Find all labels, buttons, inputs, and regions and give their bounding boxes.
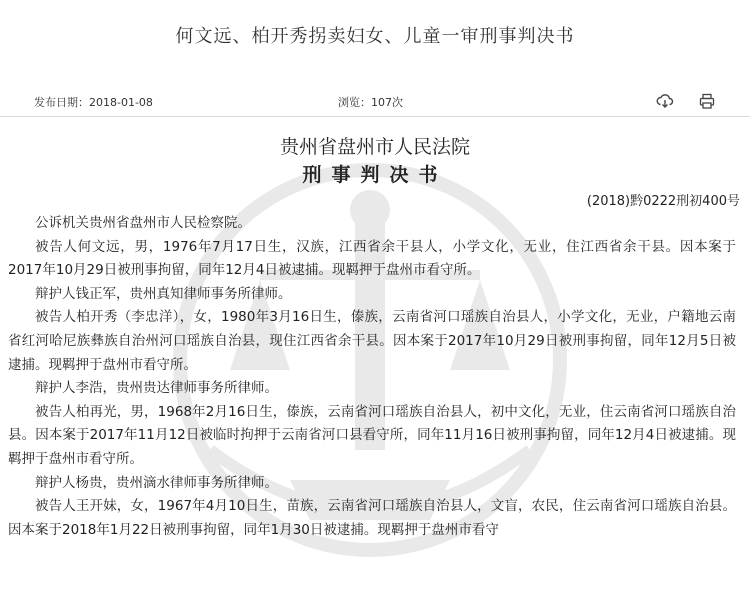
paragraph: 被告人柏开秀（李忠洋），女，1980年3月16日生，傣族，云南省河口瑶族自治县人，小学文化，无业，户籍地云南省红河哈尼族彝族自治州河口瑶族自治县，现住江西省余干县。因本案于2017年10月29日被刑事拘留，同年12月5日被逮捕。现羁押于盘州市看守所。	[8, 309, 736, 373]
paragraph: 辩护人杨贵，贵州滴水律师事务所律师。	[35, 474, 278, 491]
meta-bar	[0, 90, 750, 117]
paragraph: 被告人何文远，男，1976年7月17日生，汉族，江西省余干县人，小学文化，无业，住江西省余干县。因本案于2017年10月29日被刑事拘留，同年12月4日被逮捕。现羁押于盘州市看守所。	[8, 238, 736, 279]
judgment-type-heading: 刑事判决书	[302, 164, 448, 186]
publish-date	[34, 94, 153, 110]
judgment-body	[8, 212, 736, 542]
paragraph: 公诉机关贵州省盘州市人民检察院。	[35, 215, 251, 231]
paragraph: 辩护人李浩，贵州贵达律师事务所律师。	[35, 380, 278, 397]
publish-date-label: 发布日期：	[34, 96, 89, 109]
court-name: 贵州省盘州市人民法院	[279, 136, 470, 158]
paragraph: 辩护人钱正军，贵州真知律师事务所律师。	[35, 285, 292, 302]
view-count-value: 107次	[371, 96, 403, 109]
paragraph: 被告人柏再光，男，1968年2月16日生，傣族，云南省河口瑶族自治县人，初中文化，无业，住云南省河口瑶族自治县。因本案于2017年11月12日被临时拘押于云南省河口县看守所，同年11月16日被刑事拘留，同年12月4日被逮捕。现羁押于盘州市看守所。	[8, 403, 736, 467]
publish-date-value: 2018-01-08	[89, 96, 153, 109]
download-icon[interactable]	[656, 92, 674, 110]
paragraph: 被告人王开妹，女，1967年4月10日生，苗族，云南省河口瑶族自治县人，文盲，农民，住云南省河口瑶族自治县。因本案于2018年1月22日被刑事拘留，同年1月30日被逮捕。现羁押于盘州市看守	[8, 498, 736, 538]
print-icon[interactable]	[698, 92, 716, 110]
case-number: (2018)黔0222刑初400号	[586, 194, 740, 209]
view-count	[338, 94, 403, 110]
page-title: 何文远、柏开秀拐卖妇女、儿童一审刑事判决书	[175, 26, 575, 47]
view-count-label: 浏览：	[338, 96, 371, 109]
